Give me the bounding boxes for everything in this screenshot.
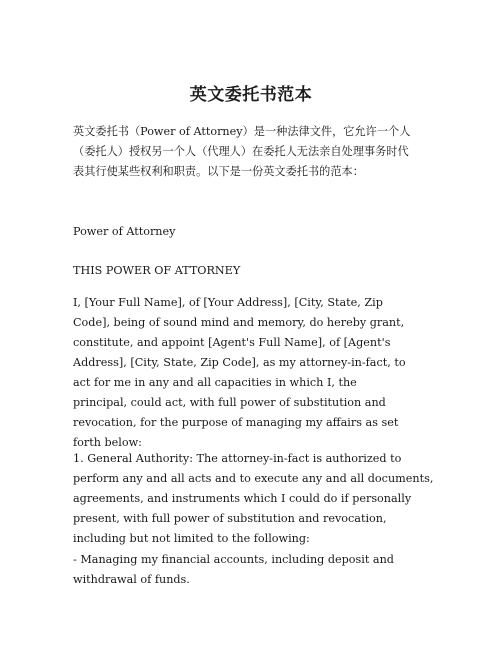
heading-power-of-attorney: Power of Attorney [73, 225, 176, 238]
general-authority-paragraph: 1. General Authority: The attorney-in-fact is authorized to perform any and all acts and to execute any and all documents, agreements, and instruments which I could do if personally present, with full power of substitution and revocation, including but not limited to the following: [73, 452, 434, 545]
principal-grant-paragraph: I, [Your Full Name], of [Your Address], [City, State, Zip Code], being of sound mind and memory, do hereby grant, constitute, and appoint [Agent's Full Name], of [Agent's Address], [City, State, Zip Code], as my attorney-in-fact, to act for me in any and all capacities in which I, the principal, could act, with full power of substitution and revocation, for the purpose of managing my affairs as set forth below: [73, 296, 406, 449]
heading-this-power-of-attorney: THIS POWER OF ATTORNEY [73, 264, 241, 277]
intro-paragraph: 英文委托书（Power of Attorney）是一种法律文件，它允许一个人 （委托人）授权另一个人（代理人）在委托人无法亲自处理事务时代 表其行使某些权利和职责。以下是一份英文委托书的范本： [73, 125, 411, 178]
document-title: 英文委托书范本 [189, 85, 313, 105]
financial-accounts-item: - Managing my financial accounts, including deposit and withdrawal of funds. [73, 553, 394, 586]
